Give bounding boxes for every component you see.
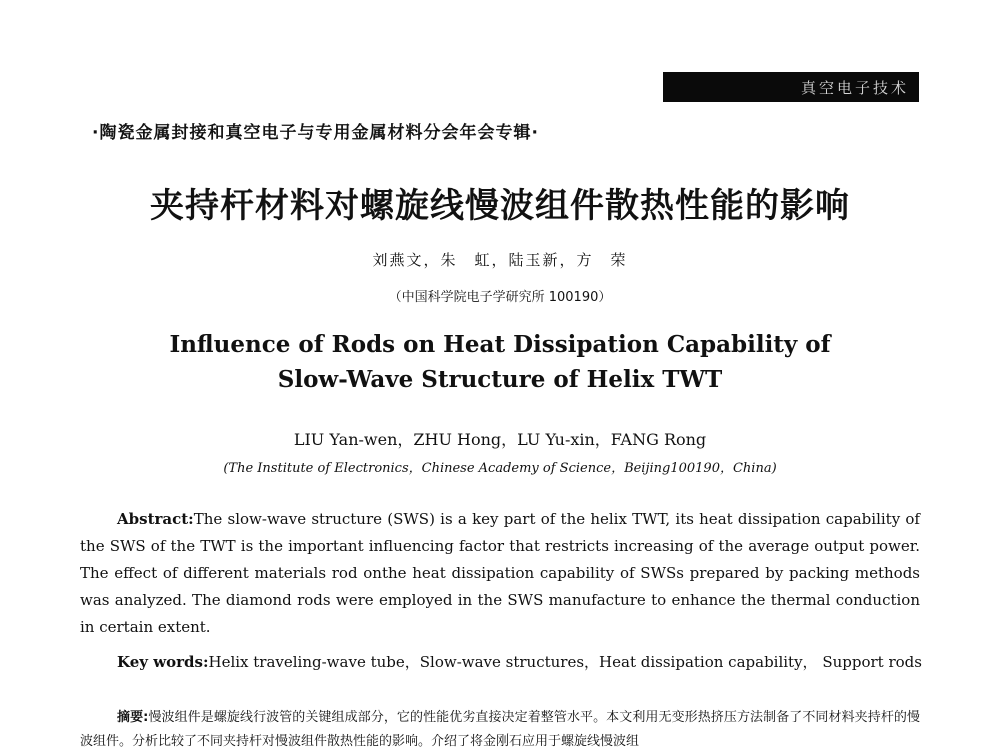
abstract-text: The slow-wave structure (SWS) is a key part of the helix TWT, its heat dissipation capability of the SWS of the TWT is the important influencing factor that restricts increasing of the average output power. The effect of different materials rod onthe heat dissipation capability of SWSs prepared by packing methods was analyzed. The diamond rods were employed in the SWS manufacture to enhance the thermal conduction in certain extent.: [80, 510, 920, 636]
abstract-chinese: [80, 706, 920, 754]
keywords-english: [80, 650, 920, 674]
title-chinese: 夹持杆材料对螺旋线慢波组件散热性能的影响: [150, 186, 850, 226]
authors-chinese: 刘燕文，朱 虹，陆玉新，方 荣: [372, 251, 628, 269]
keywords-text: Helix traveling-wave tube，Slow-wave structures，Heat dissipation capability， Support rods: [208, 653, 922, 671]
affiliation-english: (The Institute of Electronics，Chinese Academy of Science，Beijing100190，China): [223, 461, 777, 476]
keywords-label: Key words:: [117, 653, 209, 671]
column-label: ·陶瓷金属封接和真空电子与专用金属材料分会年会专辑·: [92, 123, 539, 143]
abstract-label: Abstract:: [117, 510, 194, 528]
title-english-line2: Slow-Wave Structure of Helix TWT: [277, 366, 723, 393]
abstract-english: [80, 506, 920, 641]
title-english-line1: Influence of Rods on Heat Dissipation Capability of: [169, 331, 831, 358]
authors-english: LIU Yan-wen，ZHU Hong，LU Yu-xin，FANG Rong: [293, 430, 707, 449]
abstract-cn-label: 摘要:: [117, 710, 149, 725]
title-english: [0, 327, 1000, 397]
abstract-cn-text: 慢波组件是螺旋线行波管的关键组成部分，它的性能优劣直接决定着整管水平。本文利用无变形热挤压方法制备了不同材料夹持杆的慢波组件。分析比较了不同夹持杆对慢波组件散热性能的影响。介绍了将金刚石应用于螺旋线慢波组: [80, 710, 920, 749]
affiliation-chinese: （中国科学院电子学研究所 100190）: [388, 290, 612, 305]
journal-tag: 真空电子技术: [663, 72, 919, 102]
